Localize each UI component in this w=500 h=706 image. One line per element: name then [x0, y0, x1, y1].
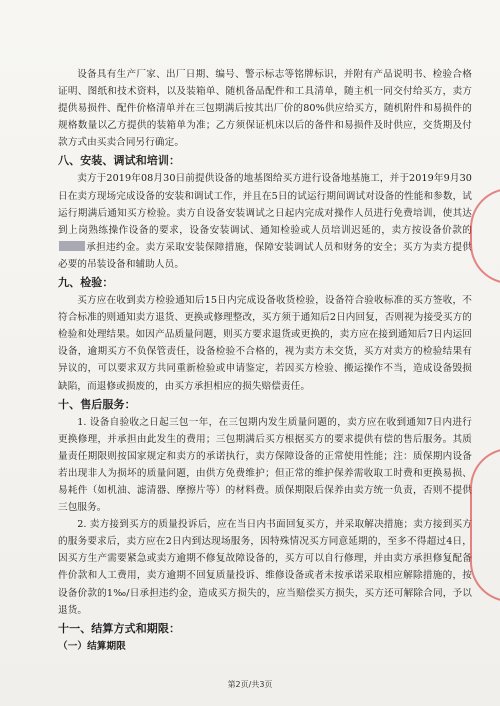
redacted-value	[59, 241, 85, 251]
heading-inspection: 九、检验：	[58, 276, 114, 290]
heading-after-sales: 十、售后服务：	[58, 397, 136, 411]
red-seal-stamp	[470, 448, 500, 602]
red-seal-stamp	[470, 188, 500, 284]
document-body	[58, 66, 472, 655]
paragraph-after-sales-1: 1. 设备自验收之日起三包一年，在三包期内发生质量问题的，卖方应在收到通知7日内进行更换修理，并承担由此发生的费用；三包期满后买方根据买方的要求提供有偿的售后服务。其质量责任期限则按国家规定和卖方的承诺执行，卖方保障设备的正常使用性能；注：质保期内设备若出现非人为损坏的质量问题，由供方免费维护；但正常的维护保养需收取工时费和更换易损、易耗件（如机油、滤清器、摩擦片等）的材料费。质保期限后保养由卖方统一负责，否则不提供三包服务。	[58, 416, 472, 514]
paragraph-equipment-documents: 设备具有生产厂家、出厂日期、编号、警示标志等铭牌标识，并附有产品说明书、检验合格证明、图纸和技术资料，以及装箱单、随机备品配件和工具清单，随主机一同交付给买方，卖方提供易损件、配件价格清单并在三包期满后按其出厂价的80%供应给买方，随机附件和易损件的规格数量以乙方提供的装箱单为准；乙方须保证机床以后的备件和易损件及时供应，交货期及付款方式由买卖合同另行确定。	[58, 69, 472, 149]
page-number: 第2页/共3页	[227, 680, 273, 689]
paragraph-installation-part2: 承担违约金。卖方采取安装保障措施，保障安装调试人员和财务的安全；买方为卖方提供必要的吊装设备和辅助人员。	[58, 241, 472, 270]
paragraph-inspection: 买方应在收到卖方检验通知后15日内完成设备收货检验，设备符合验收标准的买方签收，不符合标准的则通知卖方退货、更换或修理整改，买方须于通知后2日内回复，否则视为接受买方的检验和处理结果。如因产品质量问题，则买方要求退货或更换的，卖方应在接到通知后7日内运回设备，逾期买方不负保管责任，设备检验不合格的，视为卖方未交货，买方对卖方的检验结果有异议的，可以要求双方共同重新检验或申请鉴定，若因买方检验、搬运操作不当，造成设备毁损缺陷，而退修或损废的，由买方承担相应的损失赔偿责任。	[58, 295, 472, 392]
paragraph-installation	[58, 170, 472, 273]
paragraph-installation-part1: 卖方于2019年08月30日前提供设备的地基图给买方进行设备地基施工，并于2019年9月30日在卖方现场完成设备的安装和调试工作，并且在5日的试运行期间调试对设备的性能和参数，试运行期满后通知买方检验。卖方自设备安装调试之日起内完成对操作人员进行免费培训，使其达到上岗熟练操作设备的要求，设备安装调试、通知检验或人员培训迟延的，卖方按设备价款的	[58, 173, 472, 236]
heading-installation: 八、安装、调试和培训：	[58, 154, 181, 168]
paragraph-after-sales-2: 2. 卖方接到买方的质量投诉后，应在当日内书面回复买方，并采取解决措施；卖方接到买方的服务要求后，卖方应在2日内到达现场服务，因特殊情况买方同意延期的，至多不得超过4日，因买方生产需要紧急或卖方逾期不修复故障设备的，买方可以自行修理，并由卖方承担修复配备件价款和人工费用，卖方逾期不回复质量投诉、维修设备或者未按承诺采取相应解除措施的，按设备价款的1‰/日承担违约金，造成买方损失的，应当赔偿买方损失，买方还可解除合同，予以退货。	[58, 519, 472, 616]
heading-settlement: 十一、结算方式和期限：	[58, 621, 181, 635]
subheading-settlement-term: （一）结算期限	[58, 640, 126, 652]
